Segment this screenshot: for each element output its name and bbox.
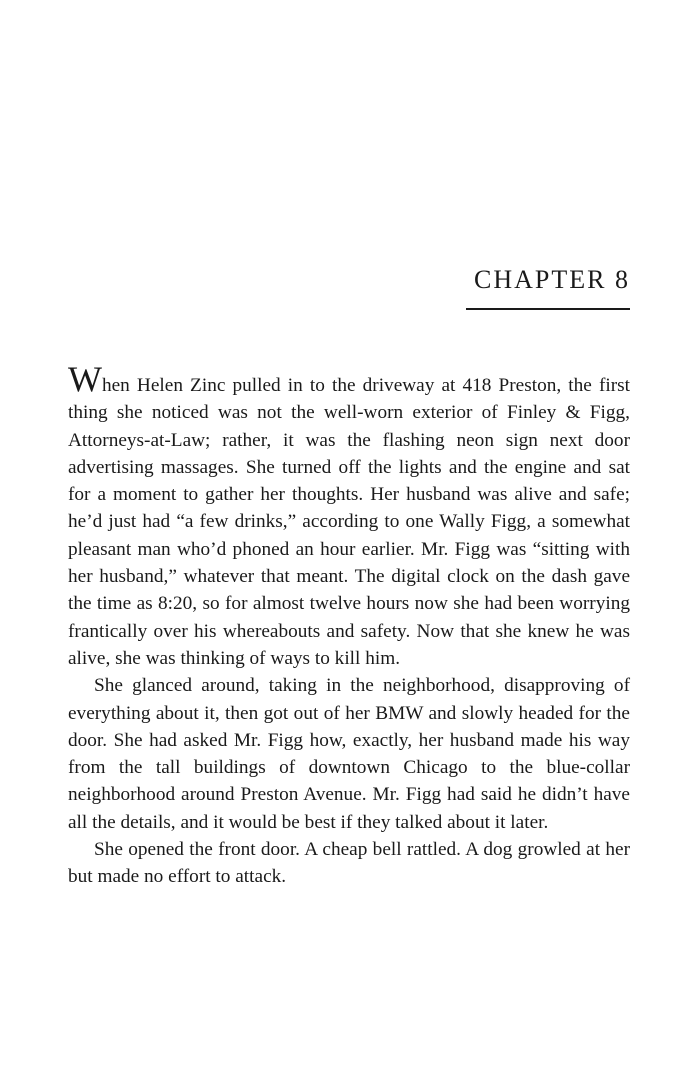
paragraph-1 (68, 359, 630, 672)
paragraph-1-text: hen Helen Zinc pulled in to the driveway at 418 Preston, the first thing she noticed was not the well-worn exterior of Finley & Figg, Attorneys-at-Law; rather, it was the flashing neon sign next door advertising massages. She turned off the lights and the engine and sat for a moment to gather her thoughts. Her husband was alive and safe; he’d just had “a few drinks,” according to one Wally Figg, a somewhat pleasant man who’d phoned an hour earlier. Mr. Figg was “sitting with her husband,” whatever that meant. The digital clock on the dash gave the time as 8:20, so for almost twelve hours now she had been worrying frantically over his whereabouts and safety. Now that she knew he was alive, she was thinking of ways to kill him. (68, 375, 630, 669)
drop-cap: W (68, 359, 102, 399)
chapter-body (68, 359, 630, 891)
paragraph-2: She glanced around, taking in the neighborhood, disapproving of everything about it, then got out of her BMW and slowly headed for the door. She had asked Mr. Figg how, exactly, her husband made his way from the tall buildings of downtown Chicago to the blue-collar neighborhood around Preston Avenue. Mr. Figg had said he didn’t have all the details, and it would be best if they talked about it later. (68, 675, 630, 833)
paragraph-3: She opened the front door. A cheap bell rattled. A dog growled at her but made no effort to attack. (68, 839, 630, 888)
chapter-heading: CHAPTER 8 (474, 265, 630, 294)
chapter-underline (466, 308, 630, 310)
